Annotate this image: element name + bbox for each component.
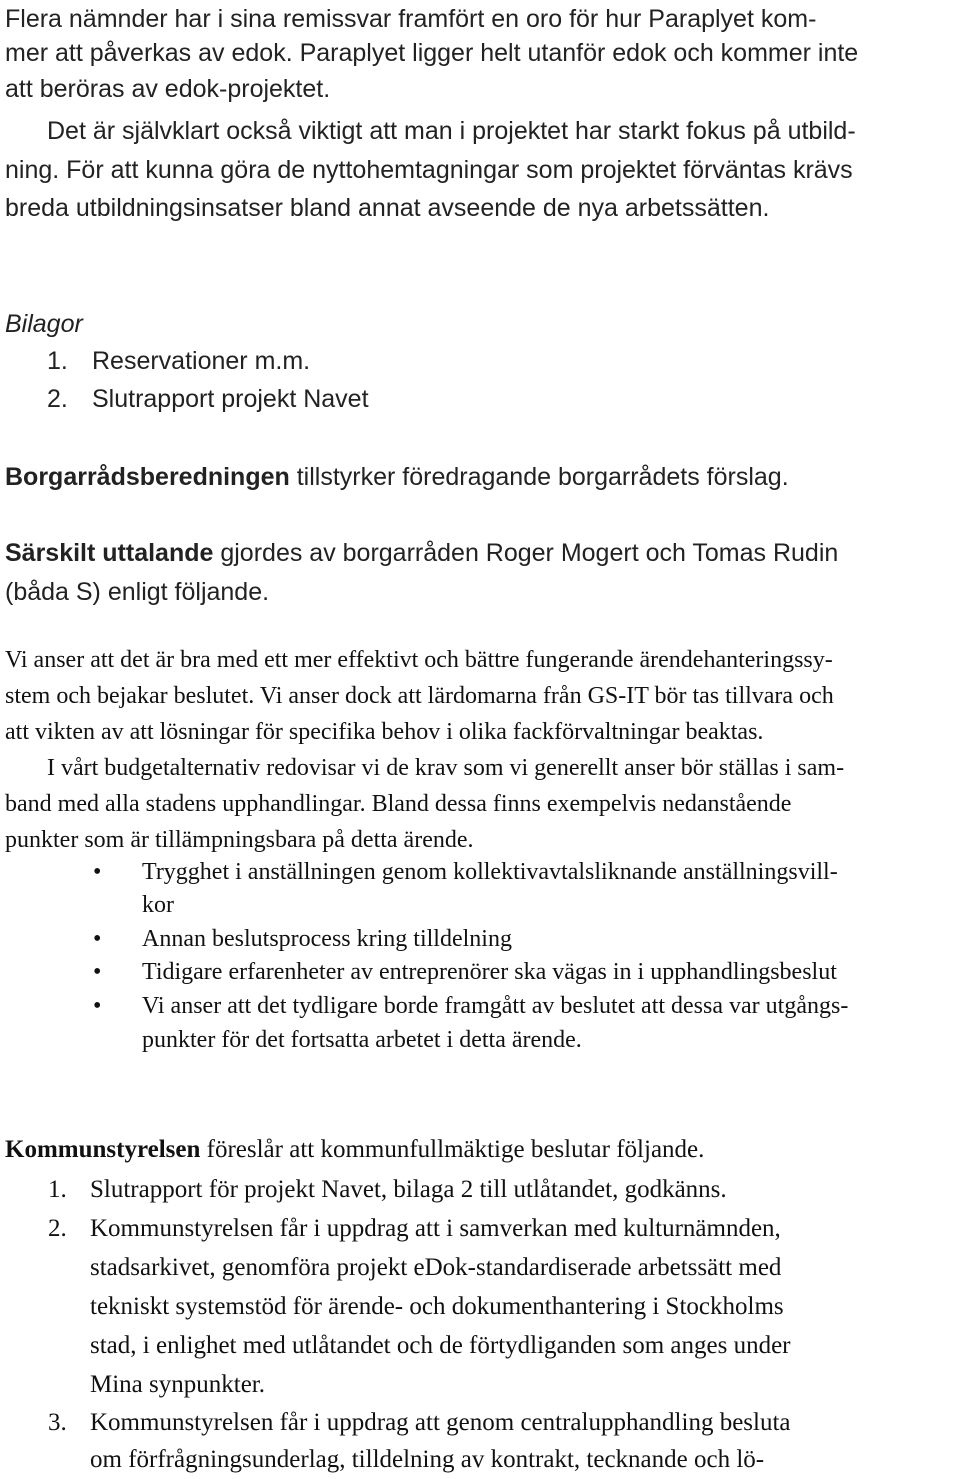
intro-line: Det är självklart också viktigt att man i projektet har starkt fokus på utbild- bbox=[47, 117, 856, 145]
intro-line: Flera nämnder har i sina remissvar framfört en oro för hur Paraplyet kom- bbox=[5, 5, 817, 33]
bullet-item bbox=[0, 990, 960, 1024]
proposal-number: 1. bbox=[48, 1176, 67, 1203]
proposal-text: Kommunstyrelsen får i uppdrag att i samverkan med kulturnämnden, bbox=[90, 1215, 781, 1242]
sarskilt-uttalande-bold: Särskilt uttalande bbox=[5, 539, 214, 567]
bullet-icon: • bbox=[93, 926, 102, 952]
sarskilt-uttalande-text: gjordes av borgarråden Roger Mogert och Tomas Rudin bbox=[213, 539, 839, 567]
bullet-text: Annan beslutsprocess kring tilldelning bbox=[142, 926, 512, 952]
statement-line: att vikten av att lösningar för specifika behov i olika fackförvaltningar beaktas. bbox=[5, 719, 764, 745]
kommunstyrelsen-paragraph bbox=[5, 1131, 940, 1169]
borgarradsberedningen-paragraph bbox=[5, 458, 940, 497]
intro-line: mer att påverkas av edok. Paraplyet ligger helt utanför edok och kommer inte bbox=[5, 39, 859, 67]
bullet-icon: • bbox=[93, 859, 102, 885]
bullet-text: punkter för det fortsatta arbetet i detta ärende. bbox=[142, 1027, 582, 1053]
bilaga-text: Slutrapport projekt Navet bbox=[92, 385, 369, 413]
proposal-number: 2. bbox=[48, 1215, 67, 1242]
bullet-icon: • bbox=[93, 959, 102, 985]
proposal-text: stadsarkivet, genomföra projekt eDok-standardiserade arbetssätt med bbox=[90, 1254, 782, 1281]
statement-line: punkter som är tillämpningsbara på detta ärende. bbox=[5, 827, 474, 853]
bilagor-heading: Bilagor bbox=[5, 310, 83, 338]
bullet-item-continued bbox=[0, 1024, 960, 1058]
kommunstyrelsen-bold: Kommunstyrelsen bbox=[5, 1136, 201, 1163]
bilaga-text: Reservationer m.m. bbox=[92, 347, 311, 375]
proposal-text: stad, i enlighet med utlåtandet och de förtydliganden som anges under bbox=[90, 1332, 791, 1359]
bullet-icon: • bbox=[93, 993, 102, 1019]
borgarradsberedningen-text: tillstyrker föredragande borgarrådets förslag. bbox=[289, 463, 789, 491]
proposal-number: 3. bbox=[48, 1409, 67, 1436]
sarskilt-uttalande-paragraph bbox=[5, 534, 940, 573]
sarskilt-uttalande-line: (båda S) enligt följande. bbox=[5, 578, 270, 606]
proposal-text: om förfrågningsunderlag, tilldelning av kontrakt, tecknande och lö- bbox=[90, 1446, 765, 1473]
bilaga-number: 2. bbox=[47, 385, 68, 413]
statement-line: stem och bejakar beslutet. Vi anser dock att lärdomarna från GS-IT bör tas tillvara och bbox=[5, 683, 834, 709]
statement-line: I vårt budgetalternativ redovisar vi de krav som vi generellt anser bör ställas i sam- bbox=[47, 755, 845, 781]
bullet-text: kor bbox=[142, 892, 174, 918]
bullet-item-continued bbox=[0, 889, 960, 923]
intro-line: breda utbildningsinsatser bland annat avseende de nya arbetssätten. bbox=[5, 194, 770, 222]
bilaga-number: 1. bbox=[47, 347, 68, 375]
kommunstyrelsen-text: föreslår att kommunfullmäktige beslutar följande. bbox=[200, 1136, 705, 1163]
proposal-text: Kommunstyrelsen får i uppdrag att genom centralupphandling besluta bbox=[90, 1409, 791, 1436]
bullet-item bbox=[0, 923, 960, 957]
bullet-text: Tidigare erfarenheter av entreprenörer ska vägas in i upphandlingsbeslut bbox=[142, 959, 837, 985]
bullet-text: Trygghet i anställningen genom kollektivavtalsliknande anställningsvill- bbox=[142, 859, 838, 885]
statement-line: Vi anser att det är bra med ett mer effektivt och bättre fungerande ärendehanteringssy- bbox=[5, 647, 833, 673]
proposal-text: tekniskt systemstöd för ärende- och dokumenthantering i Stockholms bbox=[90, 1293, 784, 1320]
statement-line: band med alla stadens upphandlingar. Bland dessa finns exempelvis nedanstående bbox=[5, 791, 792, 817]
bullet-item bbox=[0, 856, 960, 890]
intro-line: att beröras av edok-projektet. bbox=[5, 75, 331, 103]
bullet-item bbox=[0, 956, 960, 990]
borgarradsberedningen-bold: Borgarrådsberedningen bbox=[5, 463, 290, 491]
proposal-text: Mina synpunkter. bbox=[90, 1371, 265, 1398]
proposal-text: Slutrapport för projekt Navet, bilaga 2 till utlåtandet, godkänns. bbox=[90, 1176, 727, 1203]
intro-line: ning. För att kunna göra de nyttohemtagningar som projektet förväntas krävs bbox=[5, 156, 853, 184]
bullet-text: Vi anser att det tydligare borde framgått av beslutet att dessa var utgångs- bbox=[142, 993, 849, 1019]
